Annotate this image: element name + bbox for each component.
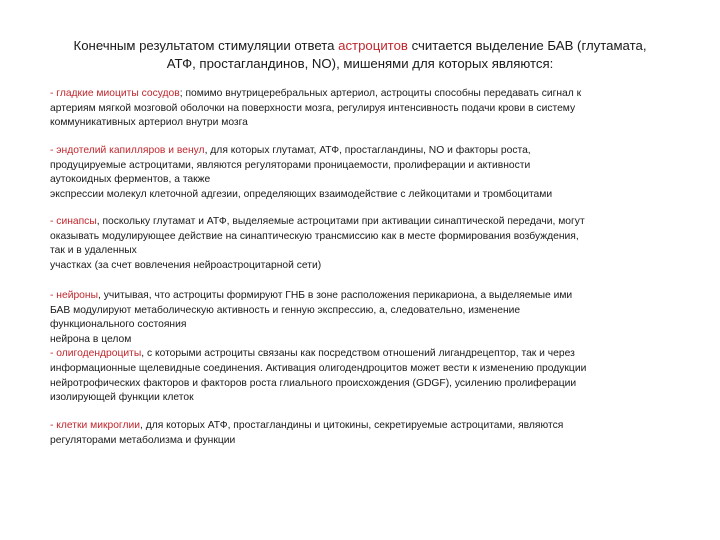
text-line bbox=[50, 244, 690, 259]
line-text: информационные щелевидные соединения. Активация олигодендроцитов может вести к изменению продукции bbox=[50, 362, 587, 374]
line-text: , для которых глутамат, АТФ, простагландины, NO и факторы роста, bbox=[204, 145, 531, 156]
line-text: экспрессии молекул клеточной адгезии, определяющих взаимодействие с лейкоцитами и тромбоцитами bbox=[50, 188, 553, 200]
text-line bbox=[50, 304, 690, 319]
line-text: аутокоидных ферментов, а также bbox=[50, 174, 211, 186]
line-text: так и в удаленных bbox=[50, 245, 137, 257]
text-line bbox=[50, 419, 690, 434]
text-line bbox=[50, 362, 690, 377]
highlighted-term: - гладкие миоциты сосудов bbox=[50, 88, 180, 99]
text-line bbox=[50, 173, 690, 188]
target-block-endothelium bbox=[50, 144, 690, 202]
line-text: изолирующей функции клеток bbox=[50, 392, 194, 404]
target-block-synapses bbox=[50, 215, 690, 273]
highlighted-term: - олигодендроциты bbox=[50, 348, 142, 360]
text-line bbox=[50, 215, 690, 230]
target-block-smooth-muscle bbox=[50, 87, 690, 131]
target-block-microglia bbox=[50, 419, 690, 448]
line-text: , поскольку глутамат и АТФ, выделяемые астроцитами при активации синаптической передачи, могут bbox=[96, 216, 585, 227]
text-line bbox=[50, 333, 690, 348]
text-line bbox=[50, 434, 690, 449]
highlighted-term: - клетки микроглии bbox=[50, 420, 140, 431]
text-line bbox=[50, 391, 690, 406]
title-line1-post: считается выделение БАВ (глутамата, bbox=[407, 38, 647, 53]
line-text: функционального состояния bbox=[50, 319, 187, 331]
line-text: , с которыми астроциты связаны как посредством отношений лигандрецептор, так и через bbox=[141, 348, 575, 360]
line-text: артериям мягкой мозговой оболочки на поверхности мозга, регулируя интенсивность подачи крови в систему bbox=[50, 102, 576, 114]
line-text: регуляторами метаболизма и функции bbox=[50, 434, 236, 446]
line-text: БАВ модулируют метаболическую активность и генную экспрессию, а, следовательно, изменение bbox=[50, 304, 521, 316]
title-line2: АТФ, простагландинов, NO), мишенями для которых являются: bbox=[166, 56, 554, 71]
text-line bbox=[50, 318, 690, 333]
slide-title bbox=[40, 37, 680, 73]
line-text: оказывать модулирующее действие на синаптическую трансмиссию как в месте формирования возбуждения, bbox=[50, 230, 579, 242]
text-line bbox=[50, 188, 690, 203]
title-line1-pre: Конечным результатом стимуляции ответа bbox=[73, 38, 339, 53]
text-line bbox=[50, 230, 690, 245]
line-text: участках (за счет вовлечения нейроастроцитарной сети) bbox=[50, 259, 322, 271]
text-line bbox=[50, 347, 690, 362]
highlighted-term: - нейроны bbox=[50, 290, 98, 301]
line-text: , для которых АТФ, простагландины и цитокины, секретируемые астроцитами, являются bbox=[139, 420, 564, 431]
highlighted-term: - эндотелий капилляров и венул bbox=[50, 145, 205, 156]
text-line bbox=[50, 289, 690, 304]
line-text: коммуникативных артериол внутри мозга bbox=[50, 117, 248, 129]
target-block-neurons-oligodendrocytes bbox=[50, 289, 690, 406]
text-line bbox=[50, 144, 690, 159]
text-line bbox=[50, 116, 690, 131]
title-highlight: астроцитов bbox=[338, 38, 408, 53]
text-line bbox=[50, 377, 690, 392]
line-text: нейрона в целом bbox=[50, 333, 132, 345]
highlighted-term: - синапсы bbox=[50, 216, 97, 227]
text-line bbox=[50, 159, 690, 174]
text-line bbox=[50, 259, 690, 274]
text-line bbox=[50, 87, 690, 102]
line-text: , учитывая, что астроциты формируют ГНБ в зоне расположения перикариона, а выделяемые ими bbox=[98, 290, 573, 301]
line-text: ; помимо внутрицеребральных артериол, астроциты способны передавать сигнал к bbox=[179, 88, 582, 99]
text-line bbox=[50, 102, 690, 117]
line-text: продуцируемые астроцитами, являются регуляторами проницаемости, пролиферации и активности bbox=[50, 159, 531, 171]
line-text: нейротрофических факторов и факторов роста глиального происхождения (GDGF), усилению пролиферации bbox=[50, 377, 577, 389]
